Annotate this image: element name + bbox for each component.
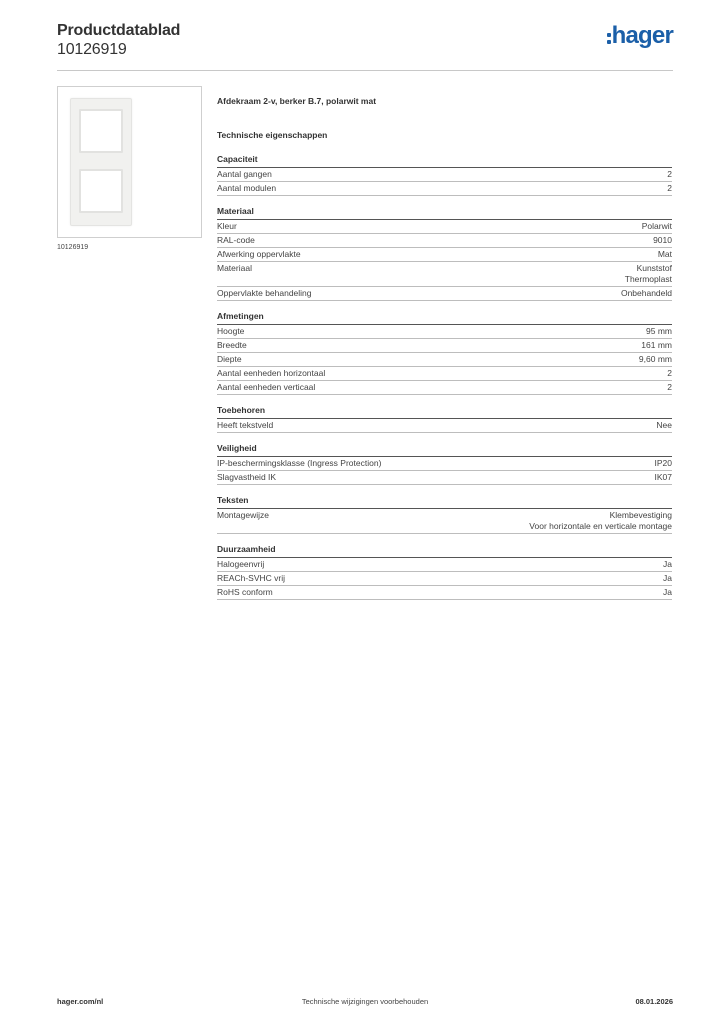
section-title: Veiligheid xyxy=(217,443,257,453)
spec-label: IP-beschermingsklasse (Ingress Protection) xyxy=(217,458,382,468)
footer-disclaimer: Technische wijzigingen voorbehouden xyxy=(301,997,429,1006)
spec-label: Afwerking oppervlakte xyxy=(217,249,301,259)
logo-dots-icon xyxy=(607,33,611,44)
spec-value: 95 mm xyxy=(646,326,672,336)
header-divider xyxy=(57,70,673,71)
spec-label: Slagvastheid IK xyxy=(217,472,277,482)
spec-label: Aantal eenheden verticaal xyxy=(217,382,316,392)
spec-section xyxy=(217,544,672,600)
spec-row xyxy=(217,419,672,433)
spec-value: IK07 xyxy=(654,472,672,482)
spec-row xyxy=(217,586,672,600)
spec-row xyxy=(217,457,672,471)
spec-value: 2 xyxy=(667,183,672,193)
spec-label: Halogeenvrij xyxy=(217,559,265,569)
spec-label: Montagewijze xyxy=(217,510,269,520)
spec-row xyxy=(217,558,672,572)
page-footer xyxy=(57,997,673,1011)
spec-row xyxy=(217,262,672,287)
spec-section xyxy=(217,206,672,301)
spec-row xyxy=(217,168,672,182)
spec-content xyxy=(217,96,672,600)
spec-row xyxy=(217,381,672,395)
cover-frame-image xyxy=(70,98,132,226)
product-number: 10126919 xyxy=(57,41,127,58)
spec-value: Nee xyxy=(656,420,672,430)
spec-label: RAL-code xyxy=(217,235,255,245)
spec-row xyxy=(217,353,672,367)
section-title: Materiaal xyxy=(217,206,254,216)
spec-label: Diepte xyxy=(217,354,242,364)
spec-value: Kunststof Thermoplast xyxy=(624,263,672,284)
spec-value: Ja xyxy=(663,573,672,583)
spec-value: Onbehandeld xyxy=(620,288,672,298)
spec-section xyxy=(217,495,672,534)
page-title: Productdatablad xyxy=(57,22,181,39)
spec-value: Ja xyxy=(663,587,672,597)
footer-date: 08.01.2026 xyxy=(635,997,673,1006)
section-title: Afmetingen xyxy=(217,311,264,321)
logo-text: hager xyxy=(611,22,673,49)
spec-label: RoHS conform xyxy=(217,587,273,597)
spec-row xyxy=(217,367,672,381)
spec-value: 9010 xyxy=(653,235,672,245)
spec-value: 161 mm xyxy=(641,340,672,350)
product-image xyxy=(57,86,202,238)
spec-row xyxy=(217,248,672,262)
spec-label: Heeft tekstveld xyxy=(217,420,274,430)
spec-row xyxy=(217,287,672,301)
spec-label: Aantal modulen xyxy=(217,183,277,193)
section-title: Duurzaamheid xyxy=(217,544,276,554)
spec-value: 9,60 mm xyxy=(638,354,672,364)
spec-label: Hoogte xyxy=(217,326,245,336)
spec-value: 2 xyxy=(667,382,672,392)
spec-row xyxy=(217,509,672,534)
section-title: Teksten xyxy=(217,495,249,505)
spec-value: 2 xyxy=(667,169,672,179)
spec-label: REACh-SVHC vrij xyxy=(217,573,286,583)
spec-section xyxy=(217,405,672,433)
spec-section xyxy=(217,154,672,196)
spec-value: 2 xyxy=(667,368,672,378)
spec-section xyxy=(217,311,672,395)
page-header xyxy=(57,20,673,72)
section-title: Capaciteit xyxy=(217,154,258,164)
spec-value: Polarwit xyxy=(641,221,672,231)
spec-label: Oppervlakte behandeling xyxy=(217,288,312,298)
tech-properties-title: Technische eigenschappen xyxy=(217,130,328,140)
spec-row xyxy=(217,471,672,485)
spec-value: IP20 xyxy=(654,458,672,468)
spec-row xyxy=(217,325,672,339)
image-caption: 10126919 xyxy=(57,244,89,251)
spec-row xyxy=(217,182,672,196)
spec-label: Kleur xyxy=(217,221,237,231)
spec-value: Klembevestiging Voor horizontale en verticale montage xyxy=(529,510,672,531)
footer-website: hager.com/nl xyxy=(57,997,104,1006)
product-name: Afdekraam 2-v, berker B.7, polarwit mat xyxy=(217,96,377,106)
spec-value: Mat xyxy=(657,249,672,259)
spec-row xyxy=(217,234,672,248)
spec-row xyxy=(217,220,672,234)
section-title: Toebehoren xyxy=(217,405,266,415)
spec-label: Aantal eenheden horizontaal xyxy=(217,368,326,378)
spec-row xyxy=(217,339,672,353)
hager-logo xyxy=(607,24,673,48)
spec-label: Aantal gangen xyxy=(217,169,272,179)
spec-label: Materiaal xyxy=(217,263,252,273)
spec-section xyxy=(217,443,672,485)
spec-sections xyxy=(217,154,672,600)
spec-value: Ja xyxy=(663,559,672,569)
spec-row xyxy=(217,572,672,586)
spec-label: Breedte xyxy=(217,340,247,350)
